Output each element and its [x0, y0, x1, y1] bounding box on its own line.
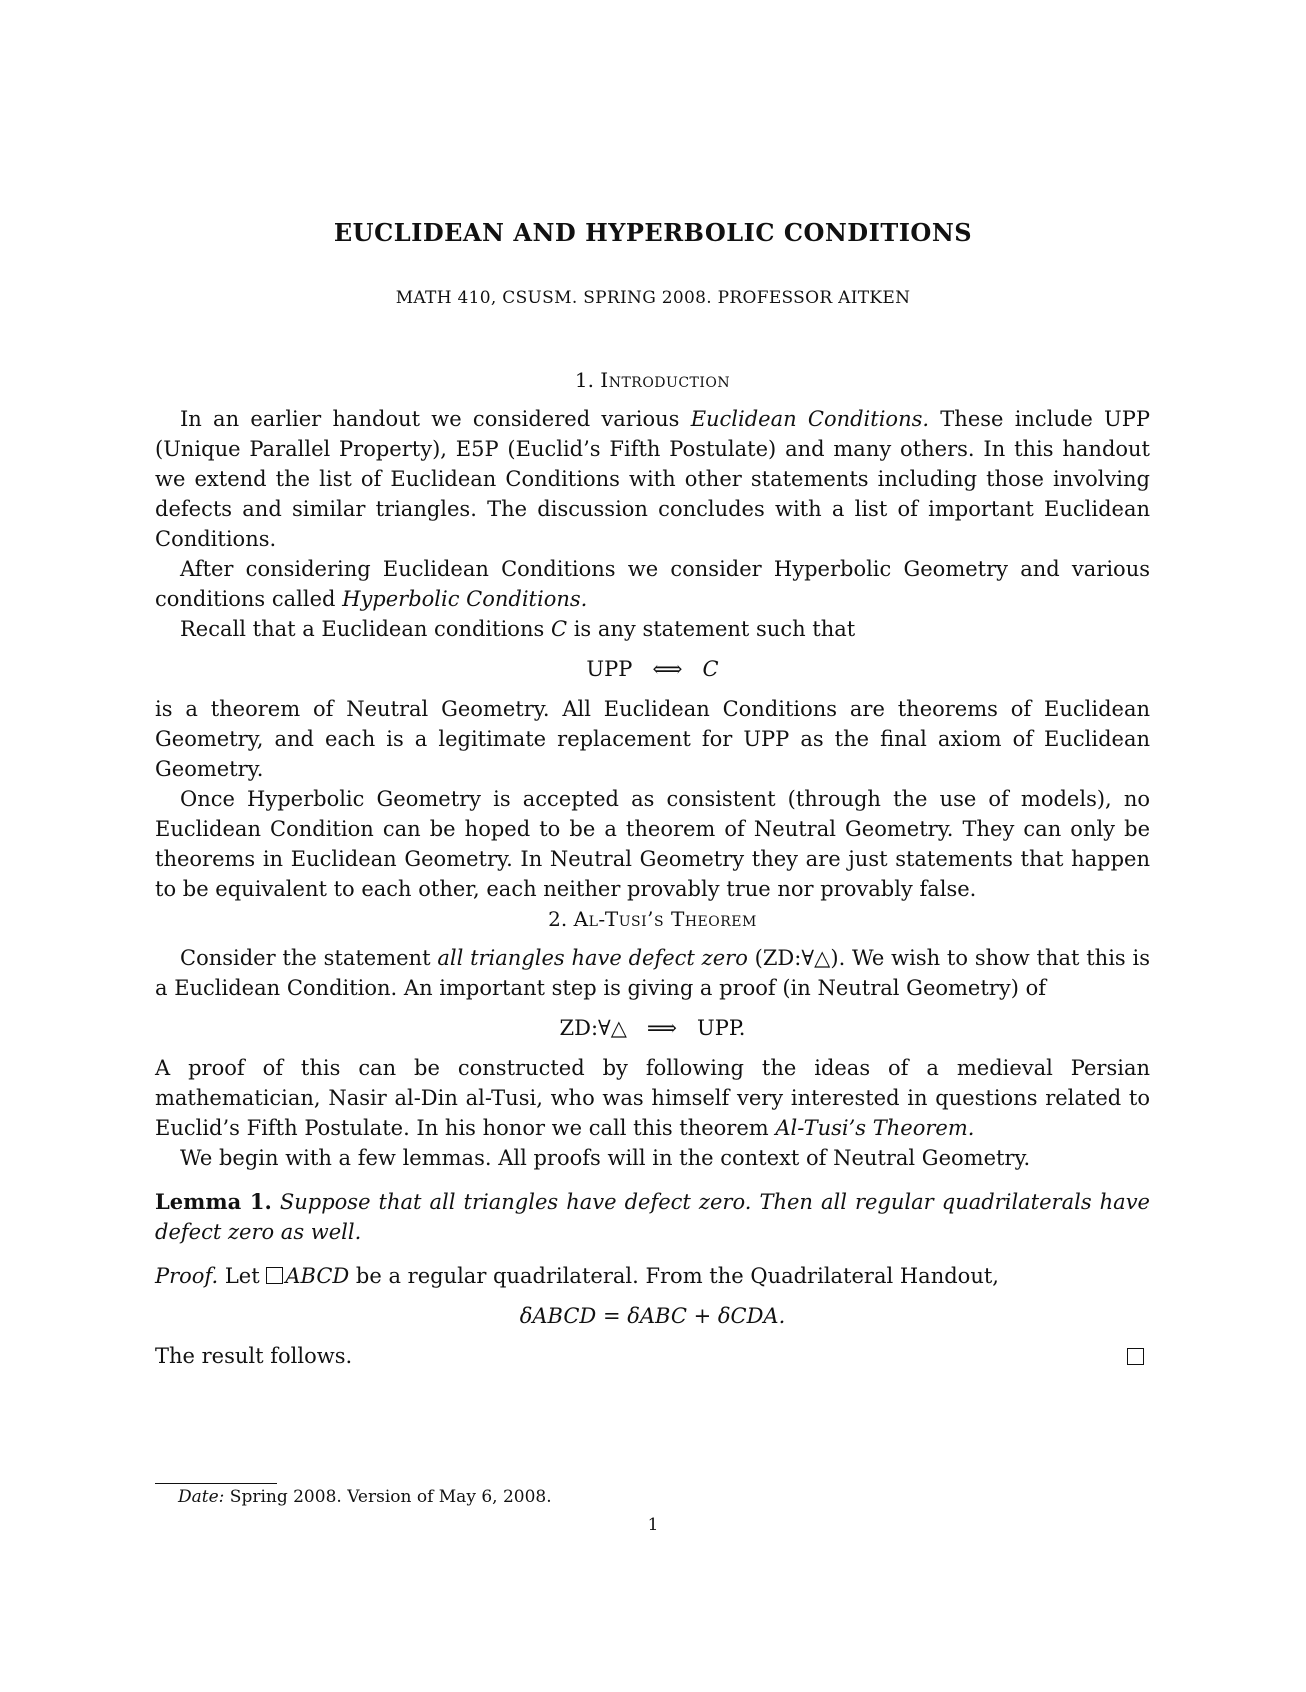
footnote-label: Date: [178, 1487, 225, 1507]
math-term: C [702, 657, 719, 681]
paragraph: Once Hyperbolic Geometry is accepted as consistent (through the use of models), no Euclidean Condition can be hoped to be a theorem of Neutral Geometry. They can only be theorems in Euclidean Geometry. In Neutral Geometry they are just statements that happen to be equivalent to each other, each neither provably true nor provably false. [155, 787, 1150, 901]
section-heading [155, 368, 1150, 392]
lemma [155, 1187, 1150, 1247]
text: Consider the statement [180, 946, 438, 970]
paragraph [155, 554, 1150, 614]
section-number: 1. [574, 368, 594, 392]
square-symbol [266, 1267, 283, 1284]
paper-title: EUCLIDEAN AND HYPERBOLIC CONDITIONS [333, 218, 973, 247]
text: A proof of this can be constructed by following the ideas of a medieval Persian mathematician, Nasir al-Din al-Tusi, who was himself very interested in questions related to Euclid’s Fifth Postulate. In his honor we call this theorem [155, 1056, 1150, 1140]
section-al-tusi [155, 907, 1150, 1371]
text: be a regular quadrilateral. From the Quadrilateral Handout, [349, 1264, 999, 1288]
text: These include UPP (Unique Parallel Property), E5P (Euclid’s Fifth Postulate) and many others. In this handout we extend the list of Euclidean Conditions with other statements including those involving defects and similar triangles. The discussion concludes with a list of important Euclidean Conditions. [155, 407, 1150, 551]
math-operator: ⟺ [652, 657, 683, 681]
proof-conclusion [155, 1341, 1150, 1371]
math-operator: ⟹ [646, 1016, 678, 1040]
emphasis: Hyperbolic Conditions. [342, 587, 588, 611]
section-title: Al-Tusi’s Theorem [573, 907, 757, 931]
paragraph: We begin with a few lemmas. All proofs will in the context of Neutral Geometry. [180, 1146, 1031, 1170]
math-term: ZD:∀△ [559, 1016, 627, 1040]
section-introduction [155, 368, 1150, 904]
math-term: ABCD [285, 1264, 350, 1288]
footnote-text: Spring 2008. Version of May 6, 2008. [224, 1487, 552, 1507]
paragraph [155, 943, 1150, 1003]
emphasis: all triangles have defect zero [437, 946, 748, 970]
display-equation: δABCD = δABC + δCDA. [519, 1304, 786, 1328]
math-term: UPP [586, 657, 633, 681]
math-term: UPP. [697, 1016, 746, 1040]
section-heading [155, 907, 1150, 931]
text: (ZD:∀△). We wish to show that this is a Euclidean Condition. An important step is giving a proof (in Neutral Geometry) of [155, 946, 1150, 1000]
paragraph: is a theorem of Neutral Geometry. All Euclidean Conditions are theorems of Euclidean Geometry, and each is a legitimate replacement for UPP as the final axiom of Euclidean Geometry. [155, 697, 1150, 781]
text: is any statement such that [567, 617, 856, 641]
footnote [178, 1487, 552, 1507]
display-equation [155, 1013, 1150, 1043]
display-equation [155, 654, 1150, 684]
math-variable: C [550, 617, 568, 641]
proof [155, 1261, 1150, 1291]
text: After considering Euclidean Conditions we consider Hyperbolic Geometry and various conditions called [155, 557, 1150, 611]
text: In an earlier handout we considered various [180, 407, 691, 431]
qed-icon [1127, 1348, 1144, 1365]
section-title: Introduction [600, 368, 731, 392]
paper-subtitle: MATH 410, CSUSM. SPRING 2008. PROFESSOR AITKEN [395, 288, 911, 308]
text: Recall that a Euclidean conditions [180, 617, 551, 641]
emphasis: Euclidean Conditions. [690, 407, 930, 431]
paragraph [155, 404, 1150, 554]
emphasis: Al-Tusi’s Theorem. [775, 1116, 975, 1140]
paragraph [155, 1053, 1150, 1143]
text: The result follows. [155, 1344, 353, 1368]
lemma-statement: Suppose that all triangles have defect zero. Then all regular quadrilaterals have defect zero as well. [155, 1190, 1150, 1244]
section-number: 2. [548, 907, 568, 931]
page-number: 1 [647, 1515, 659, 1535]
text: Let [218, 1264, 267, 1288]
paragraph [155, 614, 1150, 644]
proof-label: Proof. [155, 1264, 219, 1288]
footnote-rule [155, 1483, 277, 1484]
lemma-label: Lemma 1. [155, 1189, 272, 1214]
